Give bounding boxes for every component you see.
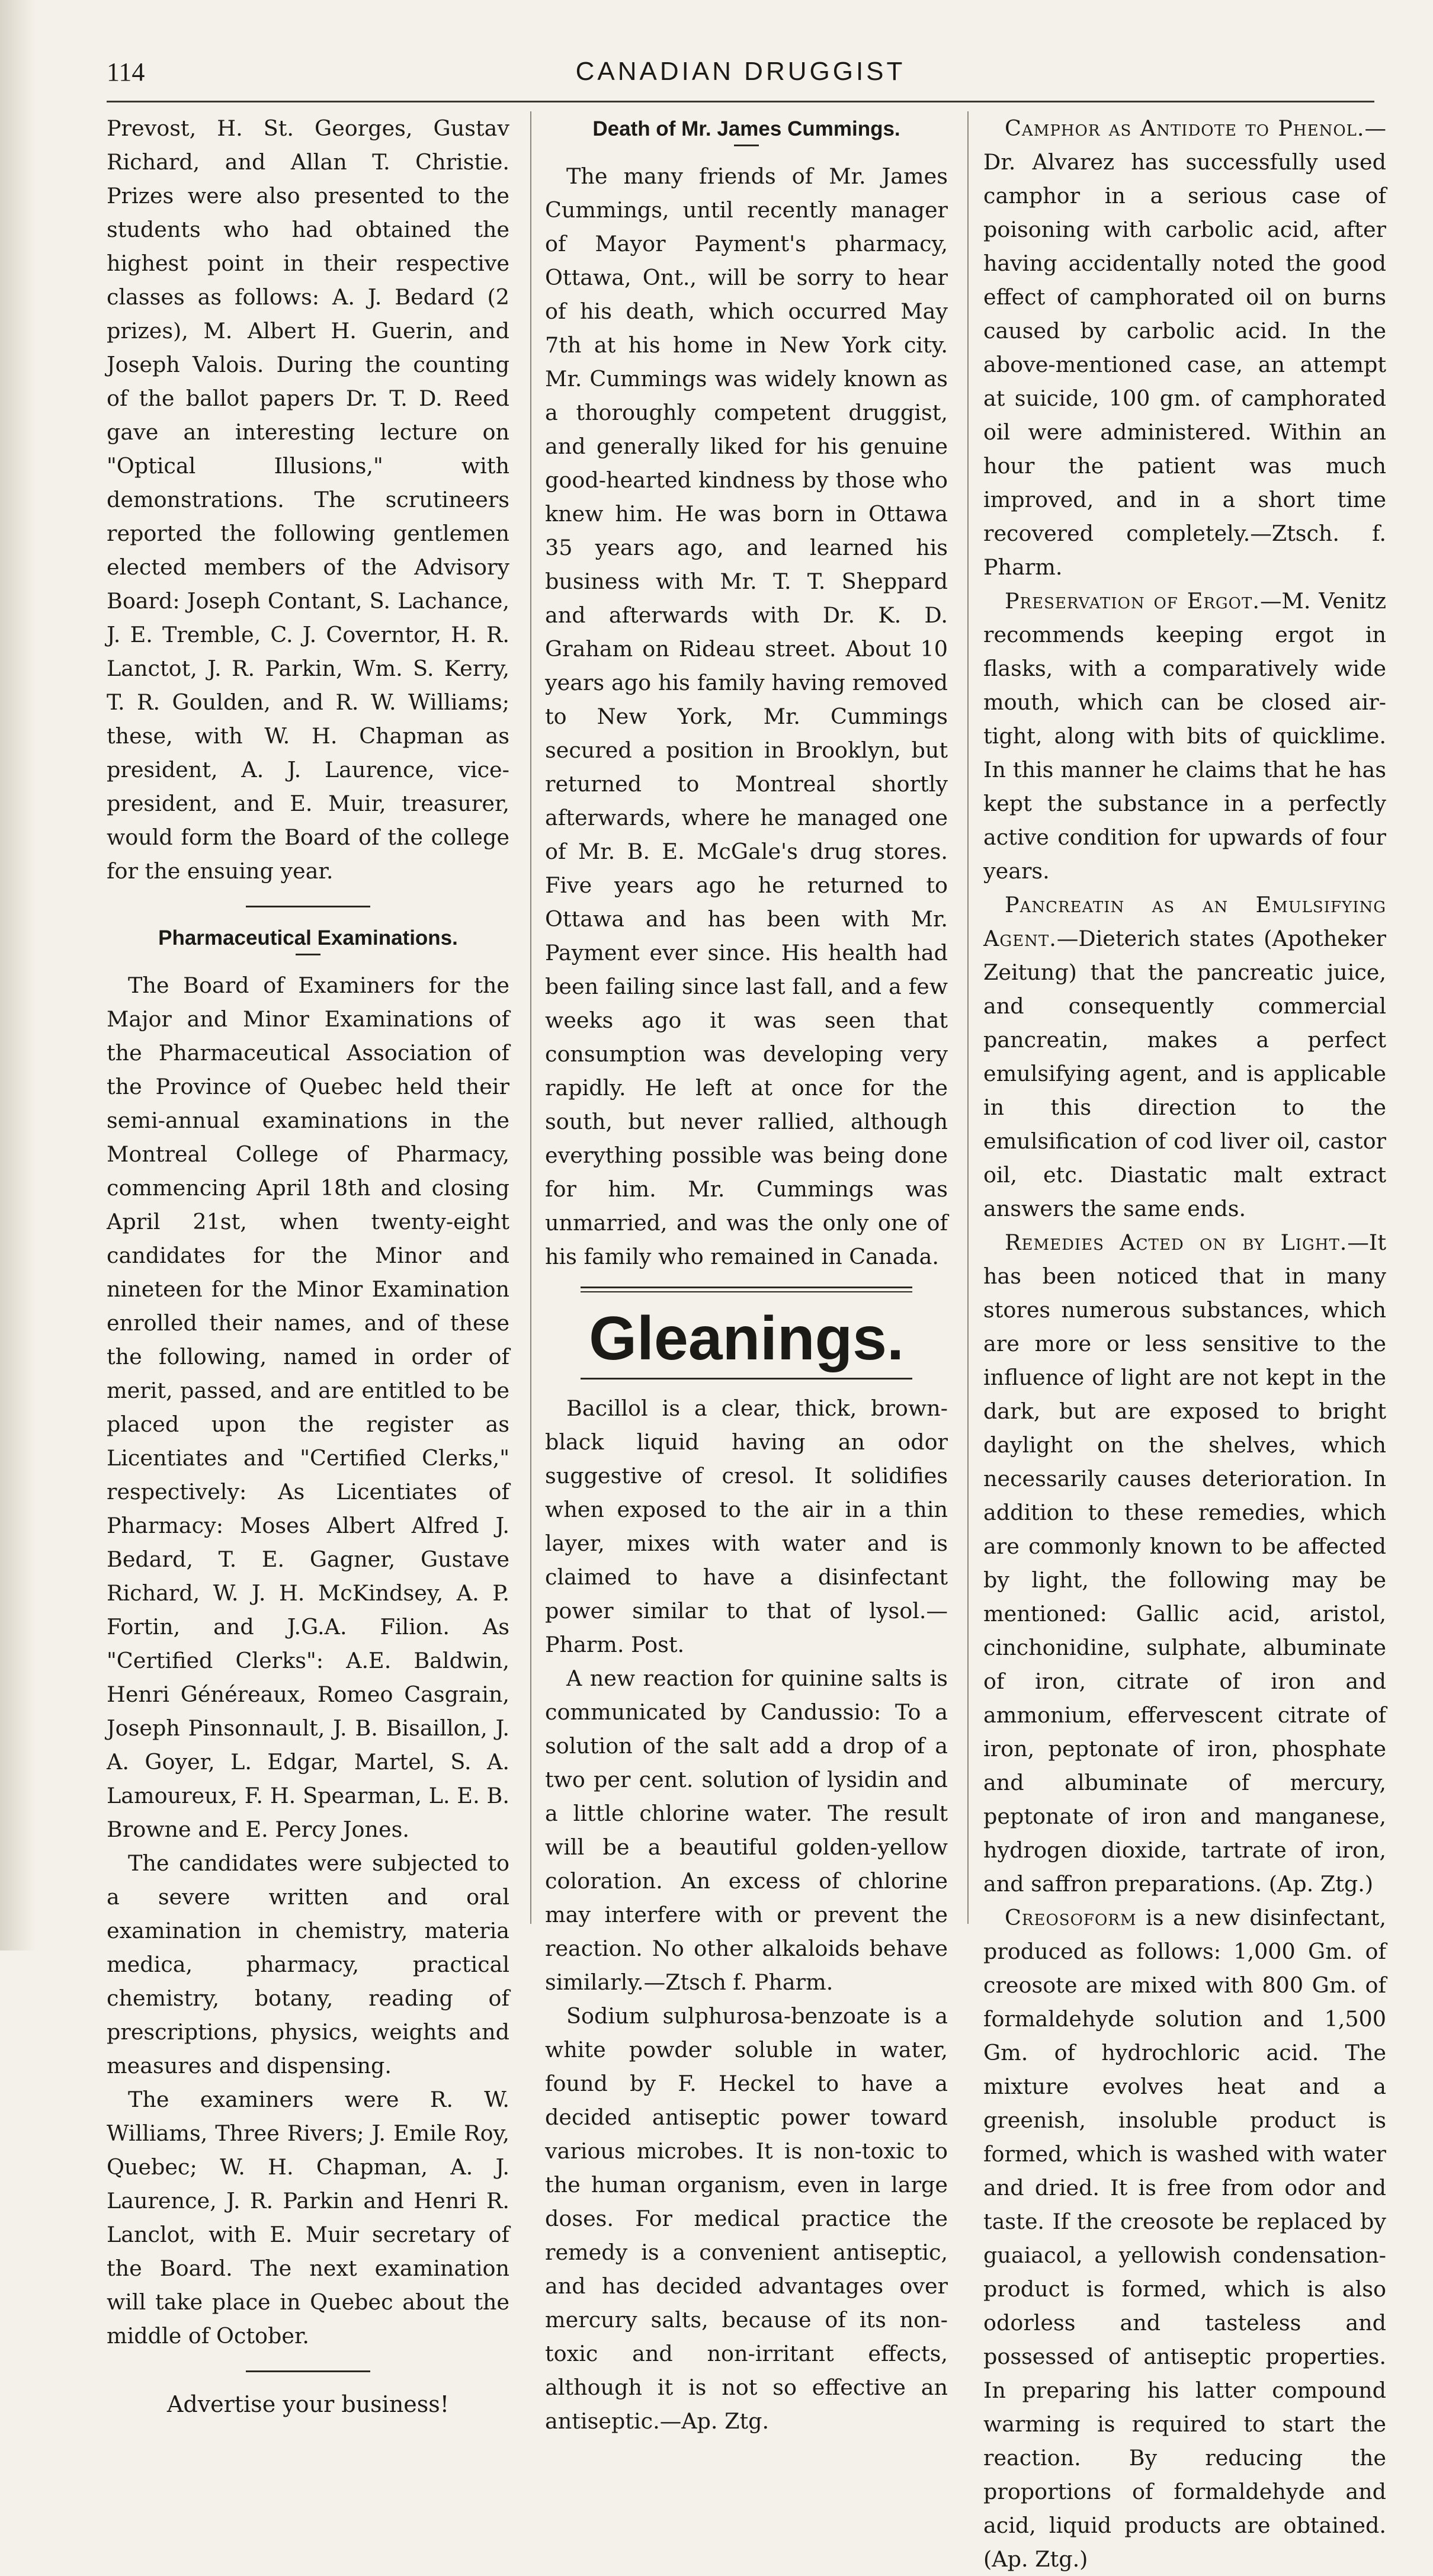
section-separator [246,906,370,907]
note-lead: Creosoform [1005,1905,1137,1930]
page-number: 114 [107,57,145,86]
exam-paragraph: The examiners were R. W. Williams, Three Rivers; J. Emile Roy, Quebec; W. H. Chapman, A. J. Laurence, J. R. Parkin and Henri R. Lanclot, with E. Muir secretary of the Board. The next examination will take place in Quebec about the middle of October. [107,2087,509,2349]
note-text: is a new disinfectant, produced as follows: 1,000 Gm. of creosote are mixed with 800 Gm. of formaldehyde solution and 1,500 Gm. of hydrochloric acid. The mixture evolves heat and a greenish, insoluble product is formed, which is washed with water and dried. It is free from odor and taste. If the creosote be replaced by guaiacol, a yellowish condensation-product is formed, which is also odorless and tasteless and possessed of antiseptic properties. In preparing his latter compound warming is required to start the reaction. By reducing the proportions of formaldehyde and acid, liquid products are obtained. (Ap. Ztg.) [983,1905,1386,2572]
note-text: —It has been noticed that in many stores numerous substances, which are more or less sensitive to the influence of light are not kept in the dark, but are exposed to bright daylight on the shelves, which necessarily causes deterioration. In addition to these remedies, which are commonly known to be affected by light, the following may be mentioned: Gallic acid, aristol, cinchonidine, sulphate, albuminate of iron, citrate of iron and ammonium, effervescent citrate of iron, peptonate of iron, phosphate and albuminate of mercury, peptonate of iron and manganese, hydrogen dioxide, tartrate of iron, and saffron preparations. (Ap. Ztg.) [983,1230,1386,1897]
note-item [983,584,1386,888]
column-divider [530,111,531,1924]
page-binding-edge [0,0,36,1951]
note-lead: Remedies Acted on by Light. [1005,1230,1348,1255]
note-item [983,1901,1386,2576]
note-lead: Camphor as Antidote to Phenol. [1005,116,1365,141]
column-middle [545,111,948,2438]
column-right [983,111,1386,2576]
column-left [107,111,509,2417]
running-title: CANADIAN DRUGGIST [575,57,906,86]
heading-dash [734,145,759,146]
note-text: —Dr. Alvarez has successfully used camphor in a serious case of poisoning with carbolic acid, after having accidentally noted the good effect of camphorated oil on burns caused by carbolic acid. In the above-mentioned case, an attempt at suicide, 100 gm. of camphorated oil were administered. Within an hour the patient was much improved, and in a short time recovered completely.—Ztsch. f. Pharm. [983,116,1386,580]
heading-dash [296,954,320,955]
gleanings-heading: Gleanings. [589,1304,904,1373]
note-text: —M. Venitz recommends keeping ergot in flasks, with a comparatively wide mouth, which can be closed air-tight, along with bits of quicklime. In this manner he claims that he has kept the substance in a perfectly active condition for upwards of four years. [983,588,1386,884]
section-separator [246,2370,370,2372]
obituary-paragraph: The many friends of Mr. James Cummings, until recently manager of Mayor Payment's pharmacy, Ottawa, Ont., will be sorry to hear of his death, which occurred May 7th at his home in New York city. Mr. Cummings was widely known as a thoroughly competent druggist, and generally liked for his genuine good-hearted kindness by those who knew him. He was born in Ottawa 35 years ago, and learned his business with Mr. T. T. Sheppard and afterwards with Dr. K. D. Graham on Rideau street. About 10 years ago his family having removed to New York, Mr. Cummings secured a position in Brooklyn, but returned to Montreal shortly afterwards, where he managed one of Mr. B. E. McGale's drug stores. Five years ago he returned to Ottawa and has been with Mr. Payment ever since. His health had been failing since last fall, and a few weeks ago it was seen that consumption was developing very rapidly. He left at once for the south, but never rallied, although everything possible was being done for him. Mr. Cummings was unmarried, and was the only one of his family who remained in Canada. [545,163,948,1269]
gleaning-paragraph: Bacillol is a clear, thick, brown-black liquid having an odor suggestive of cresol. It solidifies when exposed to the air in a thin layer, mixes with water and is claimed to have a disinfectant power similar to that of lysol.—Pharm. Post. [545,1396,948,1657]
note-item [983,111,1386,584]
double-rule [581,1287,912,1292]
exam-paragraph: The candidates were subjected to a severe written and oral examination in chemistry, materia medica, pharmacy, practical chemistry, botany, reading of prescriptions, physics, weights and measures and dispensing. [107,1850,509,2078]
note-item [983,1226,1386,1901]
gleaning-paragraph: A new reaction for quinine salts is communicated by Candussio: To a solution of the salt add a drop of a two per cent. solution of lysidin and a little chlorine water. The result will be a beautiful golden-yellow coloration. An excess of chlorine may interfere with or prevent the reaction. No other alkaloids behave similarly.—Ztsch f. Pharm. [545,1666,948,1995]
note-item [983,888,1386,1226]
column-divider [967,111,969,1924]
header-rule [107,101,1374,102]
heading-rule [581,1378,912,1380]
exam-paragraph: The Board of Examiners for the Major and Minor Examinations of the Pharmaceutical Association of the Province of Quebec held their semi-annual examinations in the Montreal College of Pharmacy, commencing April 18th and closing April 21st, when twenty-eight candidates for the Minor and nineteen for the Minor Examination enrolled their names, and of these the following, named in order of merit, passed, and are entitled to be placed upon the register as Licentiates and "Certified Clerks," respectively: As Licentiates of Pharmacy: Moses Albert Alfred J. Bedard, T. E. Gagner, Gustave Richard, W. J. H. McKindsey, A. P. Fortin, and J.G.A. Filion. As "Certified Clerks": A.E. Baldwin, Henri Généreaux, Romeo Casgrain, Joseph Pinsonnault, J. B. Bisaillon, J. A. Goyer, L. Edgar, Martel, S. A. Lamoureux, F. H. Spearman, L. E. B. Browne and E. Percy Jones. [107,973,509,1842]
gleaning-paragraph: Sodium sulphurosa-benzoate is a white powder soluble in water, found by F. Heckel to have a decided antiseptic power toward various microbes. It is non-toxic to the human organism, even in large doses. For medical practice the remedy is a convenient antiseptic, and has decided advantages over mercury salts, because of its non-toxic and non-irritant effects, although it is not so effective an antiseptic.—Ap. Ztg. [545,2003,948,2434]
college-report-paragraph: Prevost, H. St. Georges, Gustav Richard, and Allan T. Christie. Prizes were also presented to the students who had obtained the highest point in their respective classes as follows: A. J. Bedard (2 prizes), M. Albert H. Guerin, and Joseph Valois. During the counting of the ballot papers Dr. T. D. Reed gave an interesting lecture on "Optical Illusions," with demonstrations. The scrutineers reported the following gentlemen elected members of the Advisory Board: Joseph Contant, S. Lachance, J. E. Tremble, C. J. Coverntor, H. R. Lanctot, J. R. Parkin, Wm. S. Kerry, T. R. Goulden, and R. W. Williams; these, with W. H. Chapman as president, A. J. Laurence, vice-president, and E. Muir, treasurer, would form the Board of the college for the ensuing year. [107,116,509,884]
note-lead: Preservation of Ergot. [1005,588,1260,614]
exam-heading: Pharmaceutical Examinations. [158,926,458,949]
note-lead: Pancreatin as an Emulsifying Agent. [983,892,1386,951]
advertise-line: Advertise your business! [166,2391,450,2417]
obituary-heading: Death of Mr. James Cummings. [592,117,900,140]
note-text: —Dieterich states (Apotheker Zeitung) that the pancreatic juice, and consequently commercial pancreatin, makes a perfect emulsifying agent, and is applicable in this direction to the emulsification of cod liver oil, castor oil, etc. Diastatic malt extract answers the same ends. [983,926,1386,1221]
